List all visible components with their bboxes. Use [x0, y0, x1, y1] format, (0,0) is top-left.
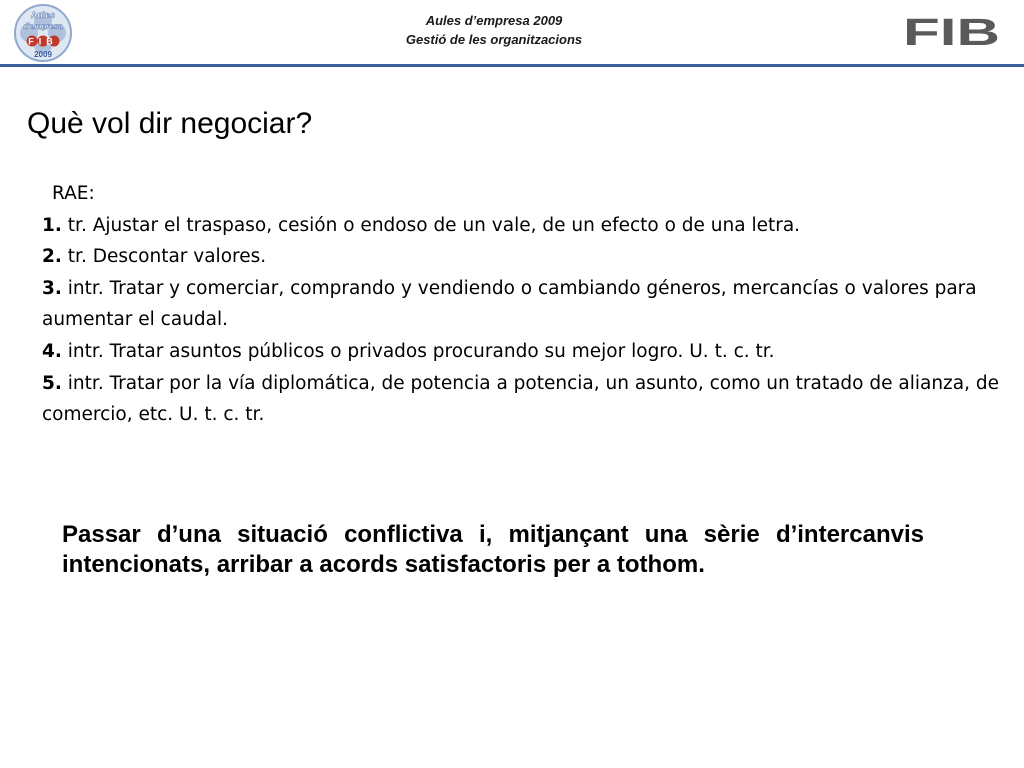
definition-item [42, 210, 1002, 242]
header-titles [300, 11, 688, 49]
event-title: Aules d’empresa 2009 [425, 13, 563, 28]
definition-text: intr. Tratar y comerciar, comprando y vendiendo o cambiando géneros, mercancías o valores para aumentar el caudal. [42, 277, 977, 331]
logo-line-1: Aules [30, 10, 56, 20]
source-label: RAE: [52, 183, 95, 204]
definition-item [42, 273, 1002, 336]
definition-item [42, 336, 1002, 368]
course-title: Gestió de les organitzacions [405, 32, 583, 47]
definition-number: 4. [42, 340, 62, 362]
definition-number: 1. [42, 214, 62, 236]
definition-number: 5. [42, 372, 62, 394]
aules-empresa-logo [10, 3, 76, 63]
fib-logo [903, 16, 1000, 46]
definition-item [42, 368, 1002, 431]
definition-text: tr. Ajustar el traspaso, cesión o endoso de un vale, de un efecto o de una letra. [61, 214, 801, 236]
definition-item [42, 241, 1002, 273]
slide-header [0, 0, 1024, 66]
definition-block [42, 178, 1002, 431]
summary-statement: Passar d’una situació conflictiva i, mitjançant una sèrie d’intercanvis intencionats, arribar a acords satisfactoris per a tothom. [62, 521, 924, 578]
slide-title: Què vol dir negociar? [27, 107, 313, 140]
definition-number: 3. [42, 277, 62, 299]
logo-line-3: FIB [28, 36, 58, 47]
logo-line-4: 2009 [34, 50, 52, 59]
fib-logo-text: FIB [903, 16, 1000, 46]
definition-text: intr. Tratar por la vía diplomática, de potencia a potencia, un asunto, como un tratado de alianza, de comercio, etc. U. t. c. tr. [42, 372, 999, 426]
definition-number: 2. [42, 246, 62, 268]
logo-line-2: d'empresa [23, 22, 63, 31]
definition-text: tr. Descontar valores. [61, 246, 267, 268]
header-divider [0, 64, 1024, 67]
definition-text: intr. Tratar asuntos públicos o privados procurando su mejor logro. U. t. c. tr. [61, 340, 775, 362]
